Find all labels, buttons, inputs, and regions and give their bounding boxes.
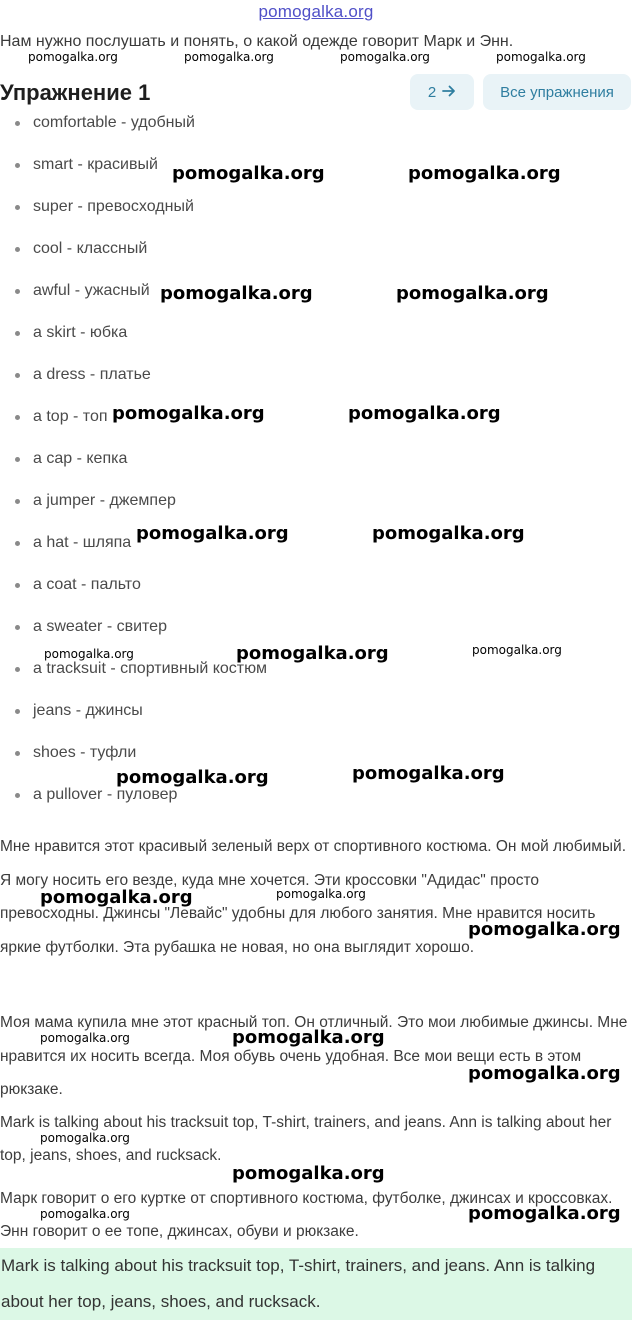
list-item-text: a top - топ — [33, 408, 108, 425]
intro-text: Нам нужно послушать и понять, о какой одежде говорит Марк и Энн. — [0, 33, 514, 50]
list-item-text: comfortable - удобный — [33, 114, 195, 131]
list-item-text: a skirt - юбка — [33, 324, 128, 341]
paragraph-summary-ru: Марк говорит о его куртке от спортивного костюма, футболке, джинсах и кроссовках. Энн говорит о ее топе, джинсах, обуви и рюкзаке. — [0, 1190, 613, 1240]
bullet — [15, 751, 20, 756]
bullet — [15, 415, 20, 420]
watermark: pomogalka.org — [236, 643, 389, 664]
list-item-text: awful - ужасный — [33, 282, 150, 299]
watermark: pomogalka.org — [40, 1131, 130, 1145]
list-item-text: cool - классный — [33, 240, 148, 257]
bullet — [15, 331, 20, 336]
list-item-text: a tracksuit - спортивный костюм — [33, 660, 267, 677]
list-item-text: a jumper - джемпер — [33, 492, 176, 509]
list-item-text: shoes - туфли — [33, 744, 137, 761]
all-exercises-label: Все упражнения — [500, 83, 614, 101]
watermark: pomogalka.org — [28, 50, 118, 64]
bullet — [15, 583, 20, 588]
bullet — [15, 667, 20, 672]
list-item-text: super - превосходный — [33, 198, 194, 215]
bullet — [15, 289, 20, 294]
watermark: pomogalka.org — [40, 887, 193, 908]
watermark: pomogalka.org — [116, 767, 269, 788]
list-item-text: a dress - платье — [33, 366, 151, 383]
watermark: pomogalka.org — [348, 403, 501, 424]
watermark: pomogalka.org — [472, 643, 562, 657]
watermark: pomogalka.org — [468, 919, 621, 940]
watermark: pomogalka.org — [372, 523, 525, 544]
bullet — [15, 541, 20, 546]
watermark: pomogalka.org — [468, 1063, 621, 1084]
bullet — [15, 373, 20, 378]
answer-text: Mark is talking about his tracksuit top, T-shirt, trainers, and jeans. Ann is talking about her top, jeans, shoes, and rucksack. — [1, 1256, 596, 1311]
bullet — [15, 499, 20, 504]
watermark: pomogalka.org — [40, 1207, 130, 1221]
site-link[interactable]: pomogalka.org — [258, 2, 374, 21]
watermark: pomogalka.org — [160, 283, 313, 304]
bullet — [15, 709, 20, 714]
all-exercises-button[interactable] — [483, 74, 631, 110]
watermark: pomogalka.org — [40, 1031, 130, 1045]
bullet — [15, 457, 20, 462]
paragraph-mark: Мне нравится этот красивый зеленый верх от спортивного костюма. Он мой любимый. Я могу носить его везде, куда мне хочется. Эти кроссовки "Адидас" просто превосходны. Джинсы "Левайс" удобны для любого занятия. Мне нравится носить яркие футболки. Эта рубашка не новая, но она выглядит хорошо. — [0, 838, 627, 956]
list-item-text: jeans - джинсы — [33, 702, 143, 719]
list-item-text: smart - красивый — [33, 156, 158, 173]
bullet — [15, 163, 20, 168]
exercise-header — [0, 72, 632, 112]
watermark: pomogalka.org — [136, 523, 289, 544]
watermark: pomogalka.org — [276, 887, 366, 901]
watermark: pomogalka.org — [340, 50, 430, 64]
next-exercise-button[interactable] — [410, 74, 474, 110]
watermark: pomogalka.org — [184, 50, 274, 64]
page-title: Упражнение 1 — [0, 80, 151, 105]
paragraph-ann: Моя мама купила мне этот красный топ. Он отличный. Это мои любимые джинсы. Мне нравится их носить всегда. Моя обувь очень удобная. Все мои вещи есть в этом рюкзаке. — [0, 1014, 628, 1098]
watermark: pomogalka.org — [44, 647, 134, 661]
watermark: pomogalka.org — [232, 1163, 385, 1184]
watermark: pomogalka.org — [172, 163, 325, 184]
watermark: pomogalka.org — [468, 1203, 621, 1224]
arrow-right-icon — [442, 84, 456, 101]
list-item-text: a cap - кепка — [33, 450, 128, 467]
watermark: pomogalka.org — [396, 283, 549, 304]
list-item-text: a hat - шляпа — [33, 534, 132, 551]
watermark: pomogalka.org — [232, 1027, 385, 1048]
watermark: pomogalka.org — [112, 403, 265, 424]
bullet — [15, 793, 20, 798]
list-item-text: a sweater - свитер — [33, 618, 167, 635]
list-item-text: a pullover - пуловер — [33, 786, 178, 803]
watermark: pomogalka.org — [352, 763, 505, 784]
watermark: pomogalka.org — [496, 50, 586, 64]
list-item-text: a coat - пальто — [33, 576, 141, 593]
bullet — [15, 625, 20, 630]
bullet — [15, 247, 20, 252]
bullet — [15, 205, 20, 210]
answer-box — [0, 1248, 632, 1320]
paragraph-summary-en: Mark is talking about his tracksuit top, T-shirt, trainers, and jeans. Ann is talking about her top, jeans, shoes, and rucksack. — [0, 1114, 612, 1164]
next-exercise-label: 2 — [427, 83, 437, 101]
bullet — [15, 121, 20, 126]
watermark: pomogalka.org — [408, 163, 561, 184]
vocabulary-list — [0, 112, 632, 832]
